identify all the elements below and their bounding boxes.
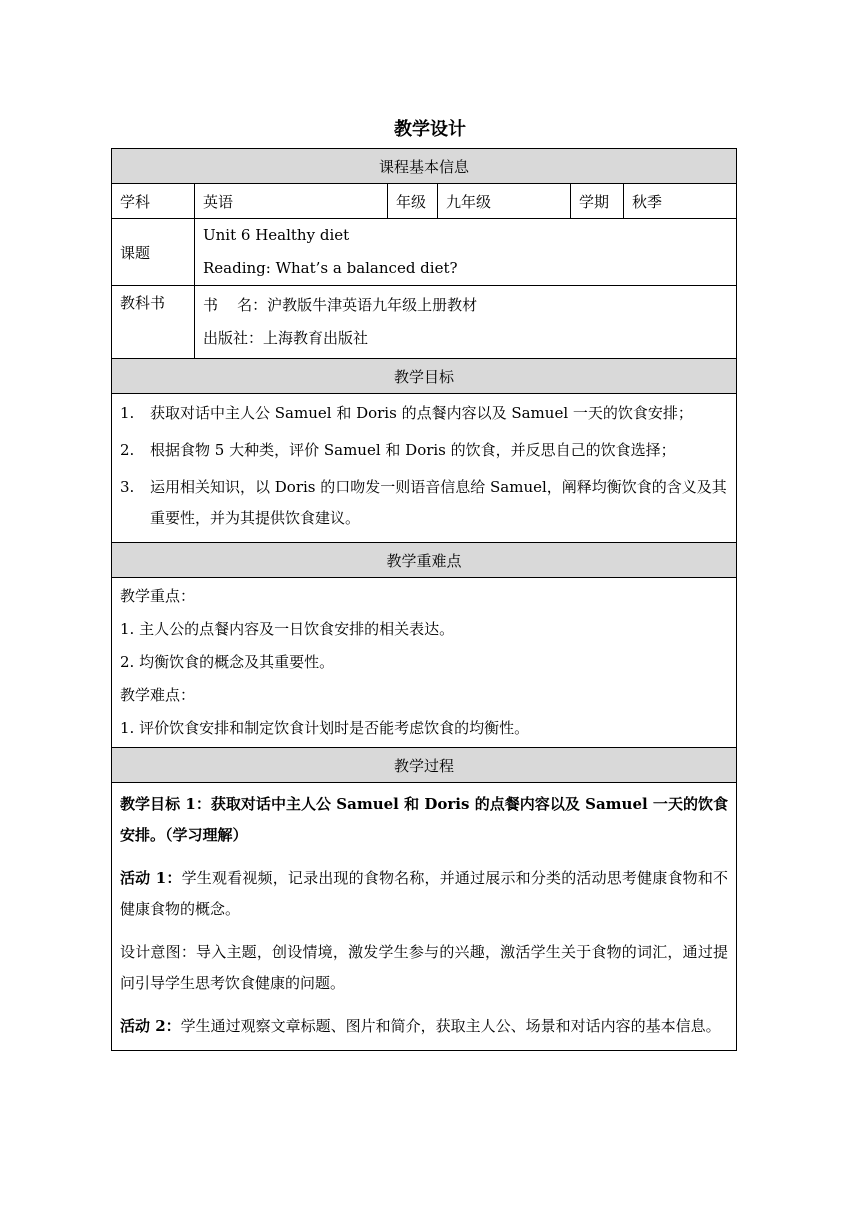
objectives-list xyxy=(112,394,737,543)
activity-2-label: 活动 2： xyxy=(120,1017,181,1035)
lesson-plan-table xyxy=(111,148,737,1051)
section-header-basic-info: 课程基本信息 xyxy=(112,149,737,184)
subject-label: 学科 xyxy=(112,184,195,219)
section-header-objectives: 教学目标 xyxy=(112,359,737,394)
process-content xyxy=(112,783,737,1051)
activity-2 xyxy=(120,1011,728,1042)
term-value: 秋季 xyxy=(624,184,737,219)
document-title: 教学设计 xyxy=(394,119,466,140)
focus-item: 1. 主人公的点餐内容及一日饮食安排的相关表达。 xyxy=(120,620,455,638)
keypoints-content xyxy=(112,578,737,748)
difficulty-item: 1. 评价饮食安排和制定饮食计划时是否能考虑饮食的均衡性。 xyxy=(120,719,530,737)
topic-line-2: Reading: What’s a balanced diet? xyxy=(203,259,458,277)
objective-item: 2. 根据食物 5 大种类，评价 Samuel 和 Doris 的饮食，并反思自己的饮食选择； xyxy=(120,441,676,459)
focus-label: 教学重点： xyxy=(120,587,196,605)
objective-item: 1. 获取对话中主人公 Samuel 和 Doris 的点餐内容以及 Samuel 一天的饮食安排； xyxy=(120,404,693,422)
activity-1-label: 活动 1： xyxy=(120,869,182,887)
activity-2-text: 学生通过观察文章标题、图片和简介，获取主人公、场景和对话内容的基本信息。 xyxy=(180,1017,721,1035)
section-header-process: 教学过程 xyxy=(112,748,737,783)
goal-1-heading: 教学目标 1：获取对话中主人公 Samuel 和 Doris 的点餐内容以及 Samuel 一天的饮食安排。（学习理解） xyxy=(120,795,729,844)
textbook-name: 书 名：沪教版牛津英语九年级上册教材 xyxy=(203,296,478,314)
topic-value xyxy=(195,219,737,286)
activity-1-text: 学生观看视频，记录出现的食物名称，并通过展示和分类的活动思考健康食物和不健康食物的概念。 xyxy=(120,869,729,918)
textbook-publisher: 出版社：上海教育出版社 xyxy=(203,329,369,347)
topic-label: 课题 xyxy=(112,219,195,286)
objective-item: 3. 运用相关知识，以 Doris 的口吻发一则语音信息给 Samuel，阐释均衡饮食的含义及其重要性，并为其提供饮食建议。 xyxy=(120,478,727,527)
subject-value: 英语 xyxy=(195,184,388,219)
focus-item: 2. 均衡饮食的概念及其重要性。 xyxy=(120,653,335,671)
term-label: 学期 xyxy=(571,184,624,219)
activity-1 xyxy=(120,863,728,925)
design-intent-1: 设计意图：导入主题，创设情境，激发学生参与的兴趣，激活学生关于食物的词汇，通过提问引导学生思考饮食健康的问题。 xyxy=(120,943,729,992)
textbook-label: 教科书 xyxy=(112,286,195,359)
grade-label: 年级 xyxy=(388,184,438,219)
topic-line-1: Unit 6 Healthy diet xyxy=(203,226,350,244)
difficulty-label: 教学难点： xyxy=(120,686,196,704)
grade-value: 九年级 xyxy=(438,184,571,219)
textbook-value xyxy=(195,286,737,359)
section-header-keypoints: 教学重难点 xyxy=(112,543,737,578)
